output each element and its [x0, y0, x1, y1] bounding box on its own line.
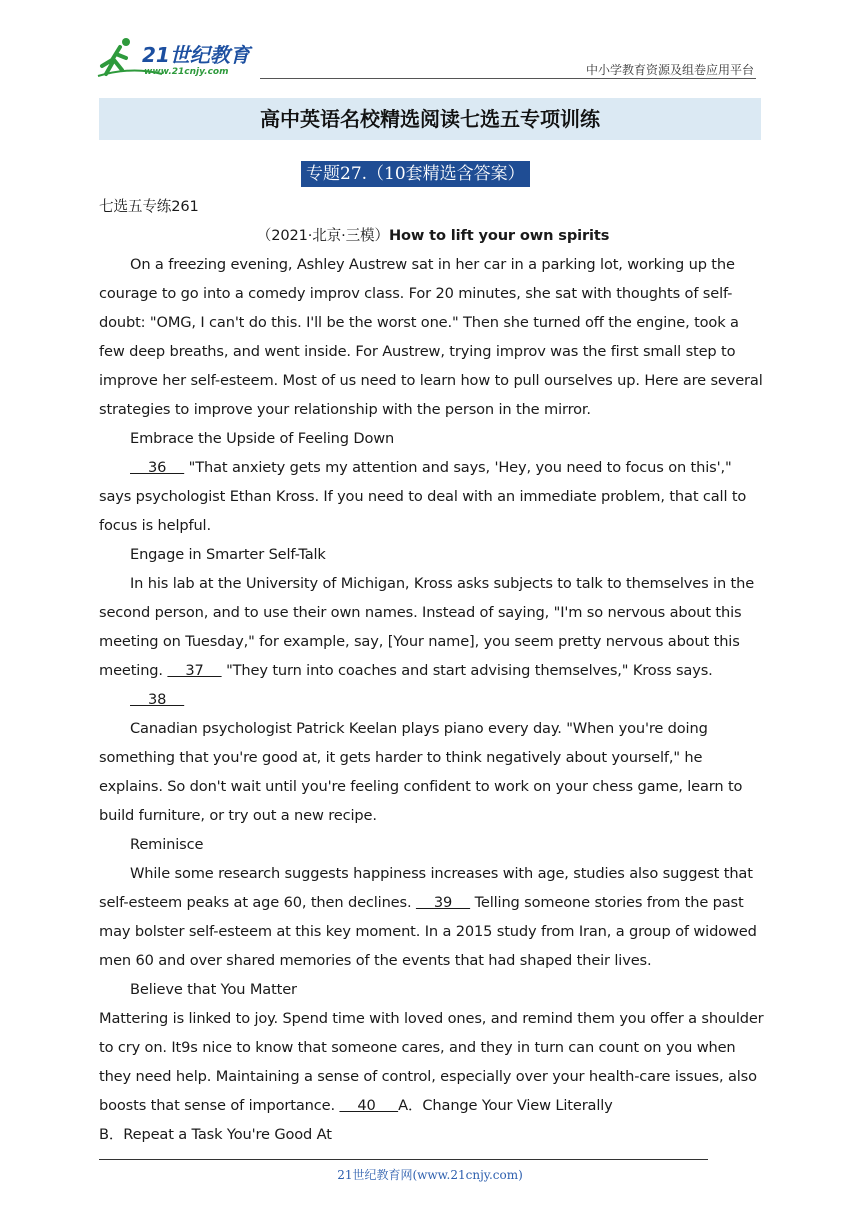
paragraph-6-text: Mattering is linked to joy. Spend time with loved ones, and remind them you offer a shoulder to cry on. It9s nice to know that someone cares, and they in turn can count on you when they need help. Maintaining a sense of control, especially over your health-care issues, also boosts that sense of importance.: [99, 1010, 764, 1114]
paragraph-2: [99, 453, 767, 540]
topic-label: 专题27.（10套精选含答案）: [301, 161, 530, 187]
logo-text: 21世纪教育: [142, 43, 250, 67]
section-label: 七选五专练261: [99, 198, 199, 215]
passage-source: （2021·北京·三模）: [256, 227, 389, 244]
paragraph-6: [99, 1004, 767, 1120]
footer-divider: [99, 1159, 708, 1160]
passage-subtitle: [99, 221, 767, 250]
blank-39: 39: [415, 894, 471, 911]
blank-38-line: [99, 685, 767, 714]
site-logo: [92, 36, 262, 78]
passage-heading: How to lift your own spirits: [388, 227, 610, 244]
header-divider: [260, 78, 756, 79]
blank-38: 38: [130, 691, 185, 708]
option-b: B．Repeat a Task You're Good At: [99, 1126, 332, 1143]
subheading-4: Believe that You Matter: [130, 981, 297, 998]
paragraph-5-tail: Telling someone stories from the past may bolster self-esteem at this key moment. In a 2015 study from Iran, a group of widowed men 60 and over shared memories of the events that had shaped their lives.: [99, 894, 757, 969]
paragraph-5: [99, 859, 767, 975]
paragraph-5-text: While some research suggests happiness increases with age, studies also suggest that self-esteem peaks at age 60, then declines.: [99, 865, 753, 911]
paragraph-1: On a freezing evening, Ashley Austrew sat in her car in a parking lot, working up the courage to go into a comedy improv class. For 20 minutes, she sat with thoughts of self-doubt: "OMG, I can't do this. I'll be the worst one." Then she turned off the engine, took a few deep breaths, and went inside. For Austrew, trying improv was the first small step to improve her self-esteem. Most of us need to learn how to pull ourselves up. Here are several strategies to improve your relationship with the person in the mirror.: [99, 256, 763, 418]
paragraph-3-text: In his lab at the University of Michigan, Kross asks subjects to talk to themselves in the second person, and to use their own names. Instead of saying, "I'm so nervous about this meeting on Tuesday," for example, say, [Your name], you seem pretty nervous about this meeting.: [99, 575, 755, 679]
footer-text: 21世纪教育网(www.21cnjy.com): [337, 1168, 523, 1182]
subheading-3: Reminisce: [130, 836, 204, 853]
subheading-1: Embrace the Upside of Feeling Down: [130, 430, 395, 447]
paragraph-3-tail: "They turn into coaches and start advising themselves," Kross says.: [221, 662, 713, 679]
document-body: [99, 192, 767, 1149]
paragraph-2-text: "That anxiety gets my attention and says, 'Hey, you need to focus on this'," says psychologist Ethan Kross. If you need to deal with an immediate problem, that call to focus is helpful.: [99, 459, 747, 534]
blank-37: 37: [167, 662, 222, 679]
blank-36: 36: [130, 459, 185, 476]
page-title: 高中英语名校精选阅读七选五专项训练: [99, 98, 761, 140]
paragraph-4: Canadian psychologist Patrick Keelan plays piano every day. "When you're doing something that you're good at, it gets harder to think negatively about yourself," he explains. So don't wait until you're feeling confident to work on your chess game, learn to build furniture, or try out a new recipe.: [99, 720, 743, 824]
subheading-2: Engage in Smarter Self-Talk: [130, 546, 326, 563]
option-a: A．Change Your View Literally: [398, 1097, 613, 1114]
paragraph-3: [99, 569, 767, 685]
blank-40: 40: [339, 1097, 399, 1114]
platform-name: 中小学教育资源及组卷应用平台: [585, 63, 754, 77]
logo-url: www.21cnjy.com: [144, 67, 229, 77]
